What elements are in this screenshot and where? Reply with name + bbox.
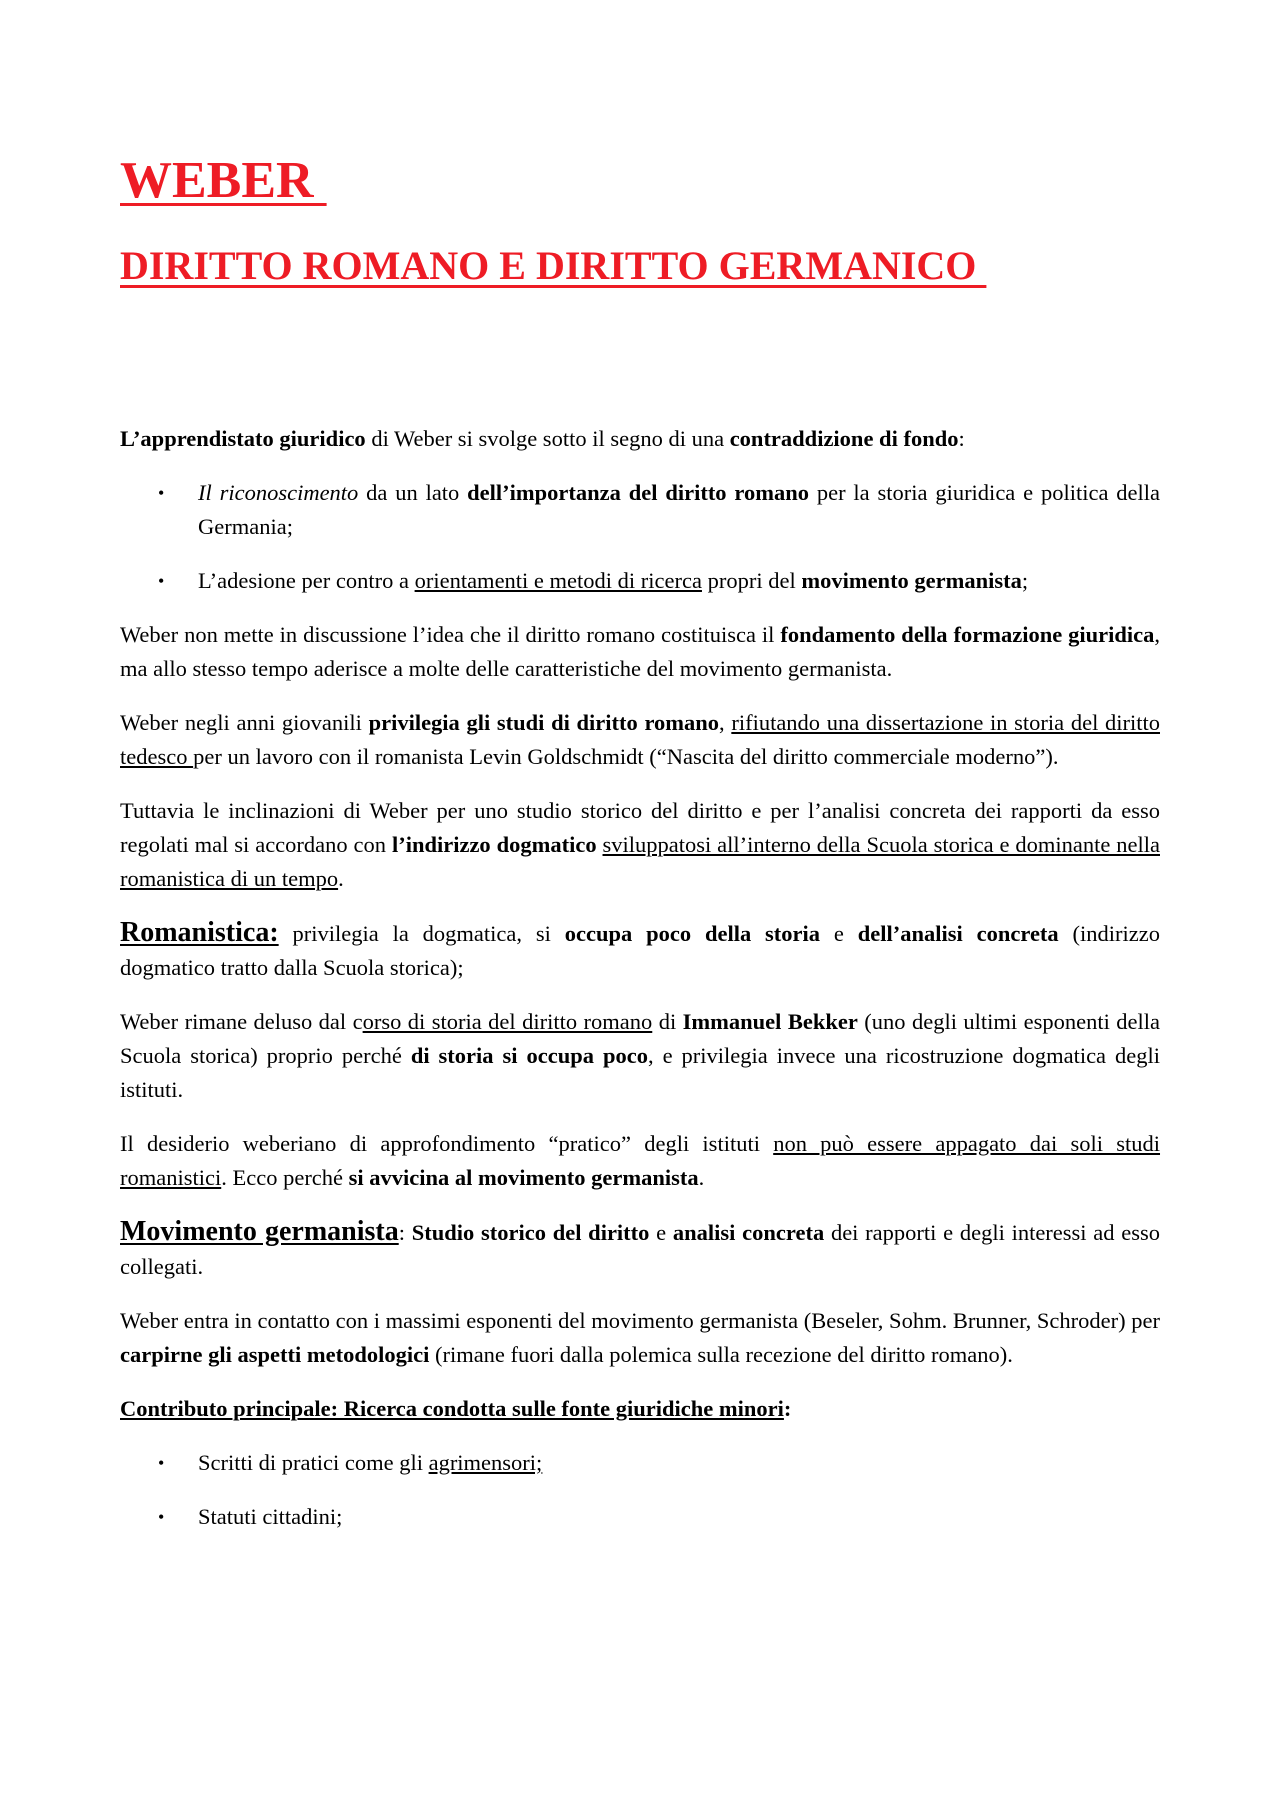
document-body [120,422,1160,1554]
document-subtitle: DIRITTO ROMANO E DIRITTO GERMANICO [120,243,987,288]
text-run: Weber non mette in discussione l’idea che il diritto romano costituisca il [120,622,781,647]
contributo-heading: Contributo principale: Ricerca condotta sulle fonte giuridiche minori [120,1396,784,1421]
text-run: Il desiderio weberiano di approfondimento “pratico” degli istituti [120,1131,774,1156]
text-run: , ma allo stesso tempo aderisce a molte delle caratteristiche del movimento germanista. [120,622,1160,681]
list-item [120,564,1160,598]
text-run: di [652,1009,683,1034]
italic-text: Il riconoscimento [198,480,359,505]
text-run: propri del [701,568,802,593]
bullet-icon: • [158,483,165,503]
text-run: ; [1021,568,1029,593]
text-run: (uno degli ultimi esponenti della Scuola storica) proprio perché [120,1009,1161,1068]
bullet-icon: • [158,1507,165,1527]
bold-text: analisi concreta [672,1220,825,1245]
bold-text: dell’importanza del diritto romano [467,480,809,505]
text-run: di Weber si svolge sotto il segno di una [365,426,730,451]
bold-text: Immanuel Bekker [682,1009,858,1034]
text-run: . Ecco perché [221,1165,349,1190]
underlined-text: sviluppatosi all’interno della Scuola storica e dominante nella romanistica di un tempo [120,832,1160,891]
bold-text: dell’analisi concreta [857,921,1059,946]
text-run: , [719,710,732,735]
bullet-icon: • [158,1453,165,1473]
bold-text: movimento germanista [801,568,1022,593]
bold-text: si avvicina al movimento germanista [348,1165,699,1190]
text-run: . [698,1165,705,1190]
list-contradiction [120,476,1160,598]
paragraph-desiderio [120,1127,1160,1195]
paragraph-bekker [120,1005,1160,1107]
paragraph-fondamento [120,618,1160,686]
underlined-text: agrimensori; [428,1450,543,1475]
text-run: e [649,1220,673,1245]
text-run: dei rapporti e degli interessi ad esso collegati. [120,1220,1160,1279]
section-heading-germanista: Movimento germanista [120,1216,399,1247]
underlined-text: orientamenti e metodi di ricerca [414,568,702,593]
bold-text: di storia si occupa poco [410,1043,648,1068]
text-run: e [820,921,858,946]
bullet-icon: • [158,571,165,591]
paragraph-romanistica [120,916,1160,985]
text-run: L’adesione per contro a [198,568,415,593]
list-item [120,1446,1160,1480]
text-run: per un lavoro con il romanista Levin Goldschmidt (“Nascita del diritto commerciale moderno”). [193,744,1059,769]
underlined-text: rifiutando una dissertazione in storia del diritto tedesco [120,710,1160,769]
underlined-text: orso di storia del diritto romano [362,1009,653,1034]
bold-text: L’apprendistato giuridico [120,426,366,451]
text-run: Statuti cittadini; [198,1504,343,1529]
text-run: da un lato [358,480,468,505]
text-run: : [783,1396,792,1421]
bold-text: carpirne gli aspetti metodologici [120,1342,430,1367]
paragraph-contatto [120,1304,1160,1372]
list-item [120,1500,1160,1534]
text-run: (rimane fuori dalla polemica sulla recezione del diritto romano). [429,1342,1013,1367]
text-run: Weber rimane deluso dal c [120,1009,363,1034]
bold-text: privilegia gli studi di diritto romano [368,710,720,735]
list-fonti-minori [120,1446,1160,1534]
text-run: : [958,426,965,451]
paragraph-contributo [120,1392,1160,1426]
text-run: (indirizzo dogmatico tratto dalla Scuola storica); [120,921,1160,980]
section-heading-romanistica: Romanistica: [120,917,279,948]
text-run: . [338,866,344,891]
text-run: : [398,1220,412,1245]
text-run: , e privilegia invece una ricostruzione dogmatica degli istituti. [120,1043,1161,1102]
bold-text: l’indirizzo dogmatico [391,832,597,857]
text-run: Tuttavia le inclinazioni di Weber per uno studio storico del diritto e per l’analisi concreta dei rapporti da esso regolati mal si accordano con [120,798,1160,857]
paragraph-anni-giovanili [120,706,1160,774]
text-run: privilegia la dogmatica, si [278,921,565,946]
paragraph-movimento-germanista [120,1215,1160,1284]
underlined-text: non può essere appagato dai soli studi romanistici [120,1131,1161,1190]
list-item [120,476,1160,544]
text-run: per la storia giuridica e politica della Germania; [198,480,1160,539]
bold-text: contraddizione di fondo [729,426,959,451]
paragraph-inclinazioni [120,794,1160,896]
bold-text: Studio storico del diritto [411,1220,650,1245]
text-run: Weber negli anni giovanili [120,710,369,735]
document-title: WEBER [120,152,327,209]
bold-text: occupa poco della storia [564,921,821,946]
text-run: Scritti di pratici come gli [198,1450,429,1475]
bold-text: fondamento della formazione giuridica [780,622,1155,647]
text-run: Weber entra in contatto con i massimi esponenti del movimento germanista (Beseler, Sohm. Brunner, Schroder) per [120,1308,1160,1333]
paragraph-intro [120,422,1160,456]
